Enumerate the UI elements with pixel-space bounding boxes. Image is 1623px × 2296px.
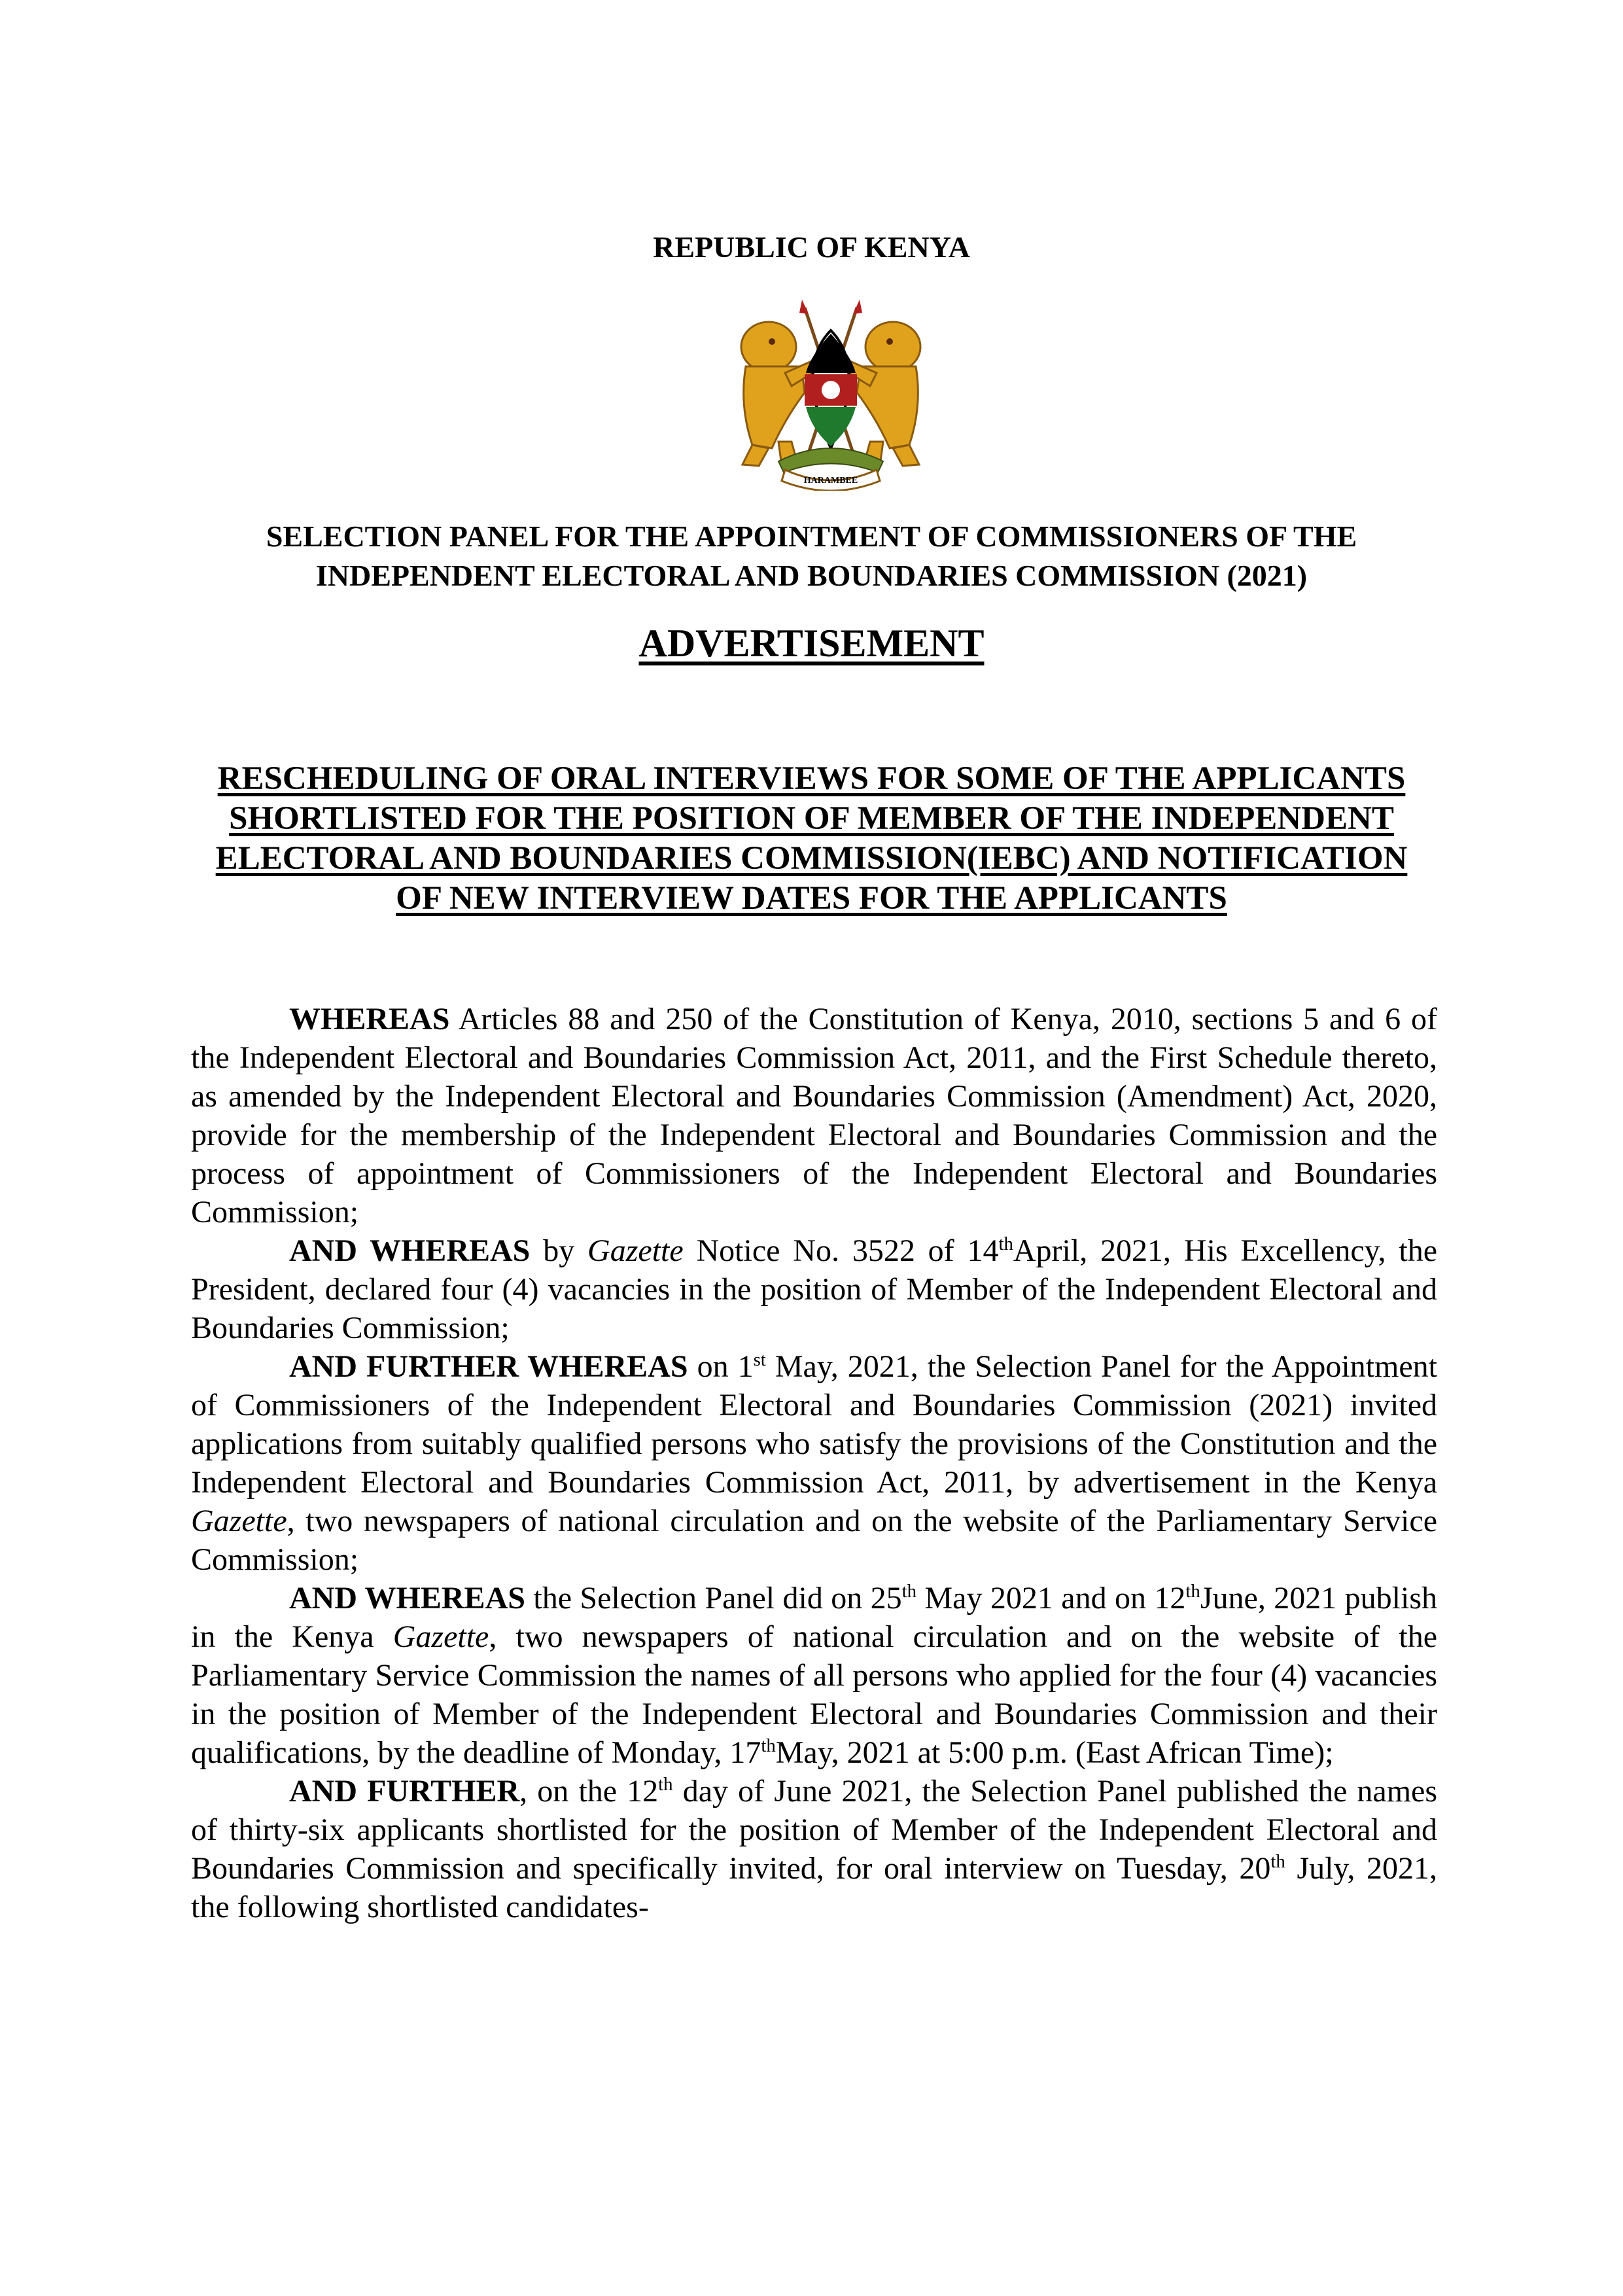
panel-title [170,517,1453,595]
paragraph-shortlisted-candidates [191,1772,1437,1926]
paragraph-text: April, 2021, His Excellency, the President, declared four (4) vacancies in the position of Member of the Independent Electoral and Boundaries Commission; [191,1233,1437,1345]
rescheduling-heading-line: ELECTORAL AND BOUNDARIES COMMISSION(IEBC) AND NOTIFICATION [215,840,1408,877]
rescheduling-heading-line: SHORTLISTED FOR THE POSITION OF MEMBER OF THE INDEPENDENT [229,800,1394,837]
paragraph-text: Notice No. 3522 of 14 [683,1233,999,1268]
panel-title-line: INDEPENDENT ELECTORAL AND BOUNDARIES COMMISSION (2021) [315,559,1308,592]
ordinal-suffix: th [658,1774,673,1795]
rescheduling-heading [164,759,1459,919]
paragraph-gazette-notice [191,1231,1437,1347]
paragraph-text: May, 2021, the Selection Panel for the Appointment of Commissioners of the Independent Electoral and Boundaries Commission (2021) invited applications from suitably qualified persons who satisfy the provisions of the Constitution and the Independent Electoral and Boundaries Commission Act, 2011, by advertisement in the Kenya [191,1349,1437,1500]
coat-of-arms-emblem [707,294,955,491]
paragraph-whereas-articles [191,1000,1437,1231]
country-heading: REPUBLIC OF KENYA [653,230,970,264]
ordinal-suffix: th [1270,1851,1285,1872]
paragraph-applications-invited [191,1347,1437,1579]
paragraph-text: by [530,1233,588,1268]
emblem-motto: HARAMBEE [803,476,858,486]
rescheduling-heading-line: RESCHEDULING OF ORAL INTERVIEWS FOR SOME OF THE APPLICANTS [217,760,1406,797]
gazette-italic: Gazette [393,1619,489,1654]
paragraph-lead: AND FURTHER [289,1774,520,1809]
paragraph-text: , on the 12 [519,1774,659,1809]
paragraph-lead: WHEREAS [289,1002,450,1036]
ordinal-suffix: th [1185,1581,1200,1602]
gazette-italic: Gazette [587,1233,684,1268]
paragraph-lead: AND FURTHER WHEREAS [289,1349,688,1384]
paragraph-lead: AND WHEREAS [289,1581,525,1616]
notice-body [191,1000,1437,1926]
paragraph-text: June, 2021 publish in the Kenya [191,1581,1437,1654]
paragraph-text: , two newspapers of national circulation and on the website of the Parliamentary Service Commission; [191,1504,1437,1577]
paragraph-text: the Selection Panel did on 25 [525,1581,902,1616]
paragraph-names-published [191,1579,1437,1772]
ordinal-suffix: th [761,1735,776,1756]
ordinal-suffix: st [753,1349,766,1370]
rescheduling-heading-line: OF NEW INTERVIEW DATES FOR THE APPLICANTS [396,880,1227,917]
gazette-italic: Gazette [191,1504,287,1538]
paragraph-lead: AND WHEREAS [289,1233,531,1268]
ordinal-suffix: th [901,1581,917,1602]
paragraph-text: on 1 [688,1349,754,1384]
advertisement-heading: ADVERTISEMENT [638,622,985,665]
ordinal-suffix: th [998,1233,1013,1254]
paragraph-text: May 2021 and on 12 [916,1581,1186,1616]
paragraph-text: , two newspapers of national circulation and on the website of the Parliamentary Service Commission the names of all persons who applied for the four (4) vacancies in the position of Member of the Independent Electoral and Boundaries Commission and their qualifications, by the deadline of Monday, 17 [191,1619,1437,1770]
panel-title-line: SELECTION PANEL FOR THE APPOINTMENT OF COMMISSIONERS OF THE [266,520,1357,553]
paragraph-text: day of June 2021, the Selection Panel published the names of thirty-six applicants shortlisted for the position of Member of the Independent Electoral and Boundaries Commission and specifically invited, for oral interview on Tuesday, 20 [191,1774,1438,1886]
paragraph-text: May, 2021 at 5:00 p.m. (East African Time); [775,1735,1334,1770]
paragraph-text: Articles 88 and 250 of the Constitution of Kenya, 2010, sections 5 and 6 of the Independent Electoral and Boundaries Commission Act, 2011, and the First Schedule thereto, as amended by the Independent Electoral and Boundaries Commission (Amendment) Act, 2020, provide for the membership of the Independent Electoral and Boundaries Commission and the process of appointment of Commissioners of the Independent Electoral and Boundaries Commission; [191,1002,1437,1229]
paragraph-text: July, 2021, the following shortlisted candidates- [191,1851,1437,1924]
